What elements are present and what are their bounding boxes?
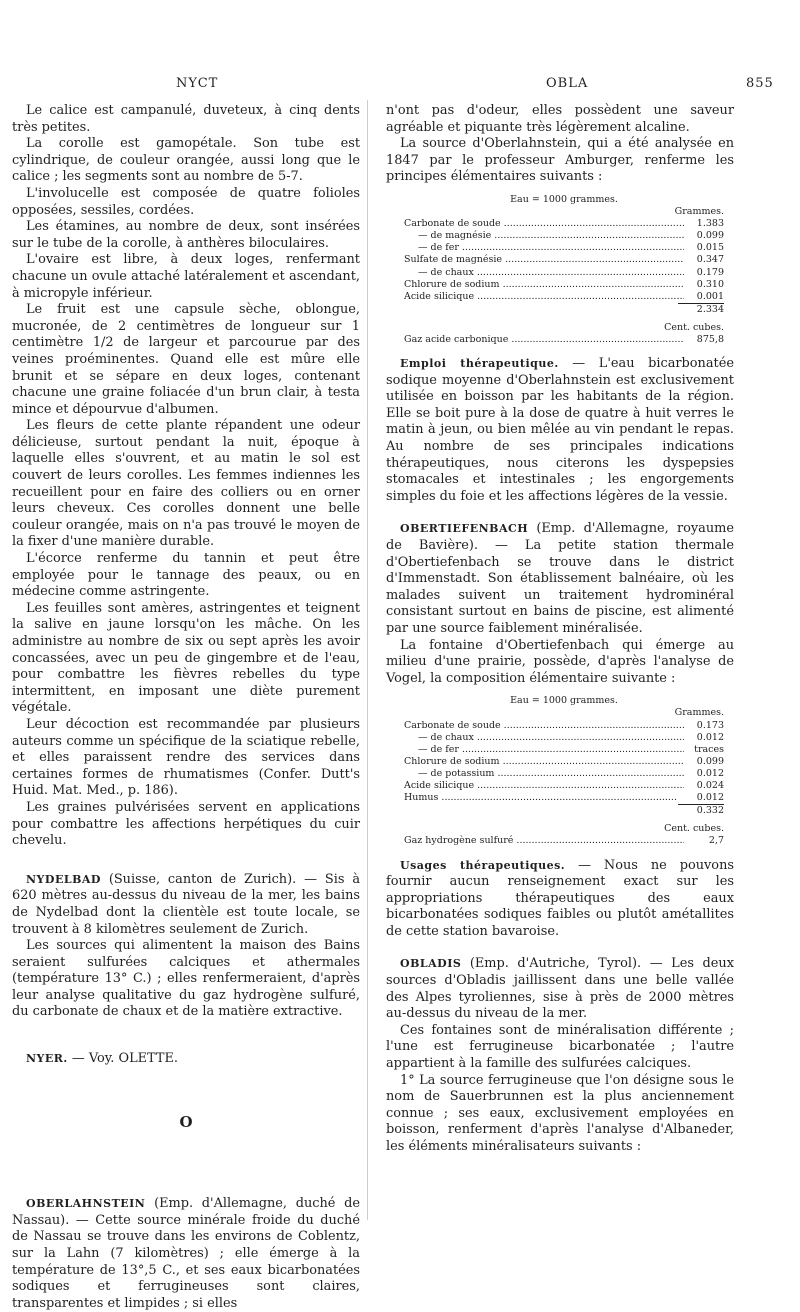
paragraph: Les graines pulvérisées servent en applications pour combattre les affections herpétiques du cuir chevelu. (12, 799, 360, 849)
paragraph: L'écorce renferme du tannin et peut être employée pour le tannage des peaux, ou en médecine comme astringente. (12, 551, 360, 600)
row-value: 0.001 (684, 291, 724, 303)
row-name: Chlorure de sodium ..... (404, 279, 684, 291)
paragraph: L'ovaire est libre, à deux loges, renfermant chacune un ovule attaché latéralement et ascendant, à micropyle inférieur. (12, 252, 360, 301)
paragraph: Les sources qui alimentent la maison des Bains seraient sulfurées calciques et athermales (température 13° C.) ; elles renfermeraient, d'après leur analyse qualitative du gaz hydrogène sulfuré, du carbonate de chaux et de la matière extractive. (12, 938, 360, 1020)
row-value: 0.173 (684, 720, 724, 732)
entry-heading: Emploi thérapeutique. (400, 357, 559, 371)
row-name: Chlorure de sodium ..... (404, 756, 684, 768)
entry-usages (386, 858, 734, 941)
entry-heading: Usages thérapeutiques. (400, 858, 566, 872)
row-value: 0.012 (684, 768, 724, 780)
entry-nydelbad (12, 872, 360, 938)
row-name: — de chaux ..... (404, 267, 684, 279)
paragraph: L'involucelle est composée de quatre folioles opposées, sessiles, cordées. (12, 185, 360, 218)
running-head-center: OBLA (546, 76, 589, 91)
left-column (12, 103, 360, 1312)
paragraph: La source d'Oberlahnstein, qui a été analysée en 1847 par le professeur Amburger, renferme les principes élémentaires suivants : (386, 136, 734, 185)
paragraph: Ces fontaines sont de minéralisation différente ; l'une est ferrugineuse bicarbonatée ; l'autre appartient à la famille des sulfurées calciques. (386, 1022, 734, 1072)
row-name: Carbonate de soude ..... (404, 720, 684, 732)
table-row (404, 720, 724, 732)
row-name: Carbonate de soude ..... (404, 218, 684, 230)
row-value: 875,8 (684, 334, 724, 346)
table-row (404, 732, 724, 744)
table-row (404, 254, 724, 266)
row-name: Acide silicique ..... (404, 291, 684, 303)
row-value: 0.099 (684, 230, 724, 242)
row-value: 0.012 (684, 792, 724, 804)
analysis-table-2 (404, 695, 724, 847)
right-column (386, 103, 734, 1156)
paragraph: Les feuilles sont amères, astringentes et teignent la salive en jaune lorsqu'on les mâche. On les administre au nombre de six ou sept après les avoir concassées, avec un peu de gingembre et de l'eau, pour combattre les fièvres rebelles du type intermittent, en imposant une diète purement végétale. (12, 600, 360, 716)
paragraph: Le calice est campanulé, duveteux, à cinq dents très petites. (12, 103, 360, 135)
table-unit: Grammes. (674, 206, 724, 218)
table-unit: Cent. cubes. (664, 321, 724, 333)
paragraph: La corolle est gamopétale. Son tube est cylindrique, de couleur orangée, aussi long que le calice ; les segments sont au nombre de 5-7. (12, 136, 360, 185)
table-row (404, 780, 724, 792)
row-value: 1.383 (684, 218, 724, 230)
entry-text: (Suisse, canton de Zurich). — Sis à 620 mètres au-dessus du niveau de la mer, les bains de Nydelbad dont la clientèle est toute locale, se trouvent à 8 kilomètres seulement de Zurich. (12, 871, 360, 937)
entry-heading: OBERTIEFENBACH (400, 522, 529, 536)
row-name: — de chaux ..... (404, 732, 684, 744)
table-row (404, 792, 724, 804)
paragraph: Les fleurs de cette plante répandent une odeur délicieuse, surtout pendant la nuit, époque à laquelle elles s'ouvrent, et au matin le sol est couvert de leurs corolles. Les femmes indiennes les recueillent pour en faire des colliers ou en orner leurs cheveux. Ces corolles donnent une belle couleur orangée, mais on n'a pas trouvé le moyen de la fixer d'une manière durable. (12, 418, 360, 550)
table-row (404, 835, 724, 847)
entry-text: (Emp. d'Autriche, Tyrol). — Les deux sources d'Obladis jaillissent dans une belle vallée des Alpes tyroliennes, sise à près de 2000 mètres au-dessus du niveau de la mer. (386, 956, 734, 1022)
row-value: 0.012 (684, 732, 724, 744)
column-divider (367, 100, 368, 1220)
entry-text: — L'eau bicarbonatée sodique moyenne d'Oberlahnstein est exclusivement utilisée en boisson par les habitants de la région. Elle se boit pure à la dose de quatre à huit verres le matin à jeun, ou bien mêlée au vin pendant le repas. Au nombre de ses principales indications thérapeutiques, nous citerons les dyspepsies stomacales et intestinales ; les engorgements simples du foie et les affections légères de la vessie. (386, 356, 734, 504)
entry-heading: NYER. (26, 1052, 68, 1066)
row-value: 0.347 (684, 254, 724, 266)
entry-nyer (12, 1051, 360, 1068)
section-letter: O (179, 1112, 193, 1131)
entry-text: — Voy. OLETTE. (67, 1051, 178, 1067)
row-name: Gaz hydrogène sulfuré ..... (404, 835, 684, 847)
entry-heading: NYDELBAD (26, 872, 101, 886)
running-head-left: NYCT (176, 76, 219, 91)
table-row (404, 756, 724, 768)
entry-oberlahnstein (12, 1196, 360, 1312)
paragraph: Les étamines, au nombre de deux, sont insérées sur le tube de la corolle, à anthères biloculaires. (12, 219, 360, 251)
entry-obladis (386, 956, 734, 1022)
row-name: Sulfate de magnésie ..... (404, 254, 684, 266)
table-row (404, 279, 724, 291)
row-name: — de fer ..... (404, 242, 684, 254)
row-value: 0.179 (684, 267, 724, 279)
row-name: Humus ..... (404, 792, 684, 804)
page-number: 855 (746, 76, 774, 91)
row-value: 0.015 (684, 242, 724, 254)
paragraph: Leur décoction est recommandée par plusieurs auteurs comme un spécifique de la sciatique rebelle, et elles paraissent rendre des services dans certaines formes de rhumatismes (Confer. Dutt's Huid. Mat. Med., p. 186). (12, 716, 360, 799)
table-total: 0.332 (696, 805, 724, 817)
table-unit: Grammes. (674, 707, 724, 719)
row-value: 0.099 (684, 756, 724, 768)
analysis-table-1 (404, 194, 724, 346)
table-total: 2.334 (696, 303, 724, 315)
table-row (404, 230, 724, 242)
table-row (404, 218, 724, 230)
row-name: — de fer ..... (404, 744, 684, 756)
entry-emploi (386, 356, 734, 505)
row-value: 2,7 (684, 835, 724, 847)
paragraph: n'ont pas d'odeur, elles possèdent une saveur agréable et piquante très légèrement alcaline. (386, 103, 734, 135)
table-row (404, 242, 724, 254)
row-name: Acide silicique ..... (404, 780, 684, 792)
table-row (404, 267, 724, 279)
entry-text: (Emp. d'Allemagne, duché de Nassau). — Cette source minérale froide du duché de Nassau se trouve dans les environs de Coblentz, sur la Lahn (7 kilomètres) ; elle émerge à la température de 13°,5 C., et ses eaux bicarbonatées sodiques et ferrugineuses sont claires, transparentes et limpides ; si elles (12, 1196, 360, 1311)
table-row (404, 291, 724, 303)
entry-text: (Emp. d'Allemagne, royaume de Bavière). — La petite station thermale d'Obertiefenbach se trouve dans le district d'Immenstadt. Son établissement balnéaire, où les malades suivent un traitement hydrominéral consistant surtout en bains de piscine, est alimenté par une source faiblement minéralisée. (386, 521, 734, 636)
row-name: Gaz acide carbonique ..... (404, 334, 684, 346)
row-value: 0.024 (684, 780, 724, 792)
table-row (404, 768, 724, 780)
entry-obertiefenbach (386, 521, 734, 637)
table-caption: Eau = 1000 grammes. (510, 695, 618, 707)
table-row (404, 334, 724, 346)
table-unit: Cent. cubes. (664, 823, 724, 835)
row-value: traces (684, 744, 724, 756)
paragraph: 1° La source ferrugineuse que l'on désigne sous le nom de Sauerbrunnen est la plus anciennement connue ; ses eaux, exclusivement employées en boisson, renferment d'après l'analyse d'Albaneder, les éléments minéralisateurs suivants : (386, 1072, 734, 1154)
entry-text: — Nous ne pouvons fournir aucun renseignement exact sur les appropriations thérapeutiques des eaux bicarbonatées sodiques faibles ou plutôt amétallites de cette station bavaroise. (386, 857, 734, 939)
row-value: 0.310 (684, 279, 724, 291)
row-name: — de magnésie ..... (404, 230, 684, 242)
entry-heading: OBERLAHNSTEIN (26, 1197, 146, 1211)
entry-heading: OBLADIS (400, 957, 462, 971)
paragraph: Le fruit est une capsule sèche, oblongue, mucronée, de 2 centimètres de longueur sur 1 centimètre 1/2 de largeur et parcourue par des veines proéminentes. Quand elle est mûre elle brunit et se sépare en deux loges, contenant chacune une graine foliacée d'un brun clair, à testa mince et dépourvue d'albumen. (12, 302, 360, 417)
row-name: — de potassium ..... (404, 768, 684, 780)
paragraph: La fontaine d'Obertiefenbach qui émerge au milieu d'une prairie, possède, d'après l'analyse de Vogel, la composition élémentaire suivante : (386, 637, 734, 686)
table-caption: Eau = 1000 grammes. (510, 193, 618, 205)
table-row (404, 744, 724, 756)
